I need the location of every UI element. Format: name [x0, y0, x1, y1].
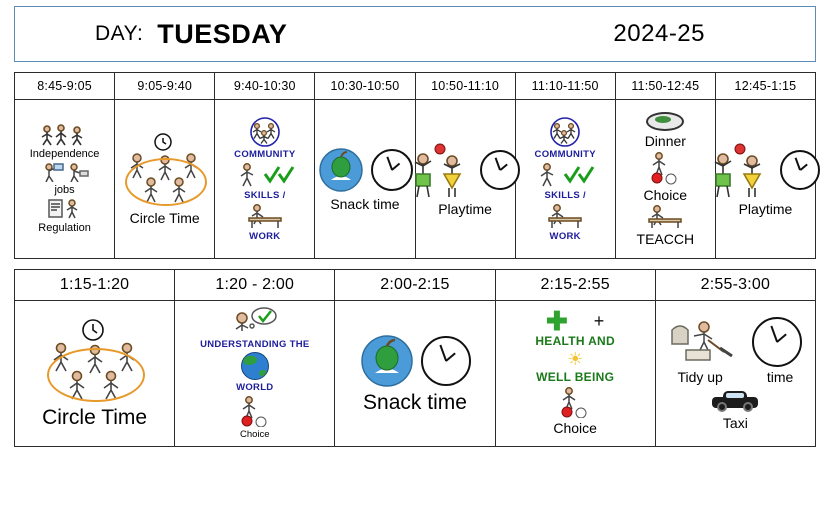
teacch-label: TEACCH	[636, 230, 695, 247]
weekly-timetable-page	[0, 6, 830, 513]
time-slot-10: 1:20 - 2:00	[175, 270, 335, 301]
choice-label: Choice	[553, 419, 597, 436]
community-label: COMMUNITY	[234, 148, 296, 160]
health-and-label: HEALTH AND	[535, 333, 615, 348]
activity-cell-independence	[15, 100, 115, 259]
time-slot-11: 2:00-2:15	[335, 270, 495, 301]
clock-icon	[421, 336, 471, 386]
time-slot-3: 9:40-10:30	[215, 73, 315, 100]
regulation-icon	[48, 198, 82, 220]
activity-cell-playtime-morning	[415, 100, 515, 259]
activity-cell-snack-afternoon	[335, 301, 495, 447]
skills-label: SKILLS /	[244, 189, 286, 201]
circle-time-label: Circle Time	[42, 405, 148, 429]
two-children-ball-icon	[410, 141, 474, 199]
time-slot-13: 2:55-3:00	[655, 270, 815, 301]
work-desk-icon	[543, 203, 587, 229]
dinner-label: Dinner	[644, 132, 686, 149]
work-label: WORK	[249, 230, 281, 242]
circle-time-label: Circle Time	[129, 210, 200, 226]
time-slot-2: 9:05-9:40	[115, 73, 215, 100]
teacch-desk-icon	[643, 205, 687, 229]
community-people-icon	[244, 117, 286, 147]
regulation-label: Regulation	[38, 222, 91, 234]
activity-cell-community-skills-work-mid	[515, 100, 615, 259]
choice-label: Choice	[643, 186, 688, 203]
table-row-activities-afternoon	[15, 301, 816, 447]
independence-label: Independence	[29, 148, 100, 160]
world-label: WORLD	[236, 382, 274, 393]
header-bar	[14, 6, 816, 62]
time-slot-1: 8:45-9:05	[15, 73, 115, 100]
skills-checkmarks-icon	[235, 162, 295, 188]
day-value: TUESDAY	[157, 18, 288, 49]
choice-dots-icon	[555, 386, 595, 418]
activity-cell-circle-time-afternoon	[15, 301, 175, 447]
time-label: time	[766, 368, 794, 385]
skills-checkmarks-icon	[535, 162, 595, 188]
time-slot-8: 12:45-1:15	[715, 73, 815, 100]
snack-time-label: Snack time	[363, 390, 467, 414]
taxi-icon	[712, 391, 758, 411]
tidy-up-label: Tidy up	[677, 368, 723, 385]
snack-time-label: Snack time	[330, 196, 400, 212]
green-cross-icon: ✚	[546, 306, 568, 337]
table-row-times-morning	[15, 73, 816, 100]
clock-icon	[780, 150, 820, 190]
apple-icon	[359, 333, 415, 389]
time-slot-9: 1:15-1:20	[15, 270, 175, 301]
sun-icon: ☀	[567, 348, 584, 369]
choice-label: Choice	[239, 429, 270, 440]
jobs-label: jobs	[54, 184, 75, 196]
cleaning-jobs-icon	[40, 162, 90, 182]
clock-icon	[752, 317, 802, 367]
activity-cell-understanding-the-world	[175, 301, 335, 447]
time-slot-6: 11:10-11:50	[515, 73, 615, 100]
activity-cell-playtime-afternoon	[715, 100, 815, 259]
activity-cell-health-and-wellbeing	[495, 301, 655, 447]
academic-year: 2024-25	[613, 20, 705, 47]
wellbeing-label: WELL BEING	[536, 369, 615, 384]
activity-cell-dinner-choice-teacch	[615, 100, 715, 259]
activity-cell-community-skills-work-am	[215, 100, 315, 259]
dinner-plate-icon	[646, 112, 684, 131]
apple-icon	[317, 146, 365, 194]
activity-cell-circle-time-morning	[115, 100, 215, 259]
playtime-label: Playtime	[738, 201, 793, 217]
choice-dots-icon	[645, 151, 685, 185]
clock-icon	[480, 150, 520, 190]
taxi-label: Taxi	[722, 414, 748, 431]
work-label: WORK	[549, 230, 581, 242]
time-slot-7: 11:50-12:45	[615, 73, 715, 100]
community-people-icon	[544, 117, 586, 147]
day-label: DAY:	[95, 22, 144, 45]
table-row-activities-morning	[15, 100, 816, 259]
time-slot-4: 10:30-10:50	[315, 73, 415, 100]
people-icon	[39, 124, 91, 146]
choice-dots-icon	[235, 395, 275, 427]
tidy-up-icon	[668, 318, 734, 366]
two-children-ball-icon	[710, 141, 774, 199]
time-slot-12: 2:15-2:55	[495, 270, 655, 301]
time-slot-5: 10:50-11:10	[415, 73, 515, 100]
work-desk-icon	[243, 203, 287, 229]
playtime-label: Playtime	[438, 201, 492, 217]
thinking-person-icon	[226, 307, 284, 337]
plus-icon: +	[593, 311, 605, 332]
circle-group-icon	[39, 318, 151, 404]
activity-cell-tidy-up-taxi	[655, 301, 815, 447]
activity-cell-snack-morning	[315, 100, 415, 259]
morning-schedule-table	[14, 72, 816, 259]
afternoon-schedule-table	[14, 269, 816, 447]
table-row-times-afternoon	[15, 270, 816, 301]
circle-group-icon	[117, 132, 213, 208]
globe-icon	[241, 352, 269, 380]
clock-icon	[371, 149, 413, 191]
community-label: COMMUNITY	[534, 148, 596, 160]
skills-label: SKILLS /	[544, 189, 586, 201]
understanding-the-label: UNDERSTANDING THE	[200, 339, 310, 350]
